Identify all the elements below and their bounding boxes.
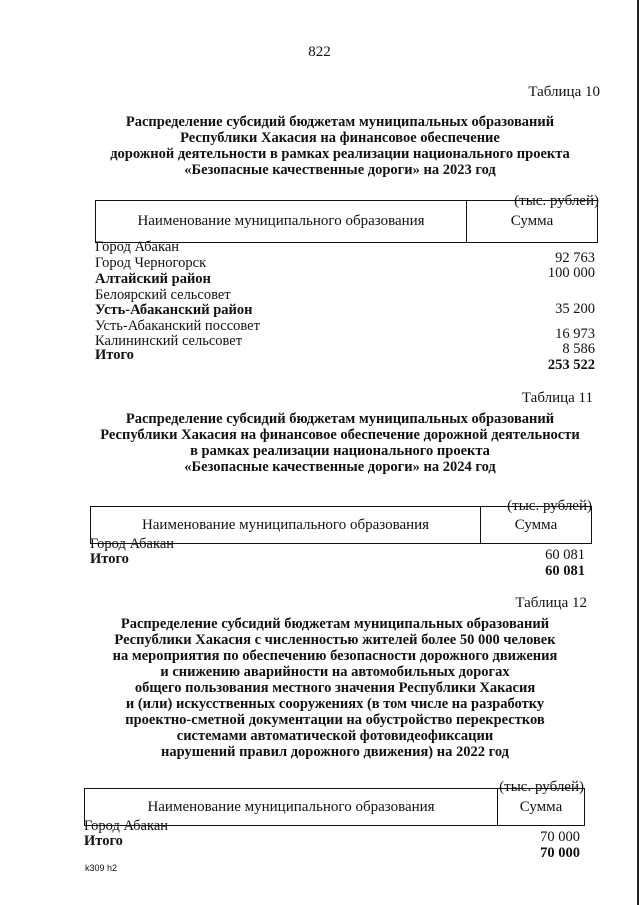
title-line: Республики Хакасия на финансовое обеспечение дорожной деятельности: [100, 427, 580, 443]
title-line: Распределение субсидий бюджетам муниципальных образований: [125, 411, 555, 427]
table-row-name: Город Черногорск: [95, 255, 207, 271]
title-line: Республики Хакасия на финансовое обеспечение: [180, 130, 500, 146]
column-header-name: Наименование муниципального образования: [85, 789, 498, 825]
table-row-name: Итого: [95, 347, 134, 363]
title-line: и (или) искусственных сооружениях (в том числе на разработку: [125, 696, 545, 712]
table-11-title: [60, 411, 620, 475]
table-row-value: 60 081: [545, 547, 585, 563]
table-10-units: (тыс. рублей): [514, 193, 599, 209]
table-row-name: Город Абакан: [95, 239, 180, 255]
title-line: «Безопасные качественные дороги» на 2024 год: [184, 459, 496, 475]
table-row-name: Алтайский район: [95, 271, 211, 287]
table-row-value: 35 200: [555, 301, 595, 317]
title-line: системами автоматической фотовидеофиксации: [176, 728, 494, 744]
column-header-name: Наименование муниципального образования: [91, 507, 481, 543]
table-row-name: Город Абакан: [90, 536, 175, 552]
title-line: дорожной деятельности в рамках реализации национального проекта: [110, 146, 570, 162]
table-row-name: Итого: [84, 833, 123, 849]
table-row-name: Белоярский сельсовет: [95, 287, 231, 303]
column-header-sum: Сумма: [514, 516, 558, 533]
table-row-value: 8 586: [562, 341, 595, 357]
table-11-units: (тыс. рублей): [507, 498, 592, 514]
title-line: нарушений правил дорожного движения) на 2022 год: [161, 744, 509, 760]
column-header-sum: Сумма: [510, 213, 554, 229]
page-number: 822: [308, 44, 331, 60]
title-line: «Безопасные качественные дороги» на 2023 год: [184, 162, 496, 178]
table-row-value: 100 000: [547, 265, 595, 281]
table-11-label: Таблица 11: [521, 390, 593, 406]
title-line: Распределение субсидий бюджетам муниципальных образований: [120, 616, 550, 632]
title-line: общего пользования местного значения Республики Хакасия: [134, 680, 536, 696]
table-row-value: 60 081: [545, 563, 585, 579]
table-row-value: 253 522: [547, 357, 595, 373]
table-row-value: 70 000: [540, 829, 580, 845]
table-row-value: 16 973: [555, 326, 595, 342]
document-code: k309 h2: [85, 863, 118, 873]
table-row-value: 70 000: [540, 845, 580, 861]
title-line: Распределение субсидий бюджетам муниципальных образований: [125, 114, 555, 130]
table-12-units: (тыс. рублей): [499, 779, 584, 795]
title-line: в рамках реализации национального проекта: [190, 443, 490, 459]
table-10-label: Таблица 10: [528, 84, 600, 100]
title-line: проектно-сметной документации на обустройство перекрестков: [125, 712, 545, 728]
title-line: на мероприятия по обеспечению безопасности дорожного движения: [112, 648, 558, 664]
table-12-label: Таблица 12: [515, 595, 587, 611]
table-row-name: Усть-Абаканский поссовет: [95, 318, 260, 334]
table-10-title: [60, 114, 620, 178]
table-row-name: Итого: [90, 551, 129, 567]
table-row-name: Город Абакан: [84, 818, 169, 834]
table-10-header: [95, 200, 598, 243]
title-line: и снижению аварийности на автомобильных дорогах: [160, 664, 510, 680]
title-line: Республики Хакасия с численностью жителей более 50 000 человек: [114, 632, 556, 648]
table-row-name: Усть-Абаканский район: [95, 302, 253, 318]
column-header-sum: Сумма: [519, 798, 563, 815]
column-header-name: Наименование муниципального образования: [96, 201, 467, 242]
table-row-value: 92 763: [555, 250, 595, 266]
table-row-name: Калининский сельсовет: [95, 333, 243, 349]
table-12-title: [55, 616, 615, 760]
